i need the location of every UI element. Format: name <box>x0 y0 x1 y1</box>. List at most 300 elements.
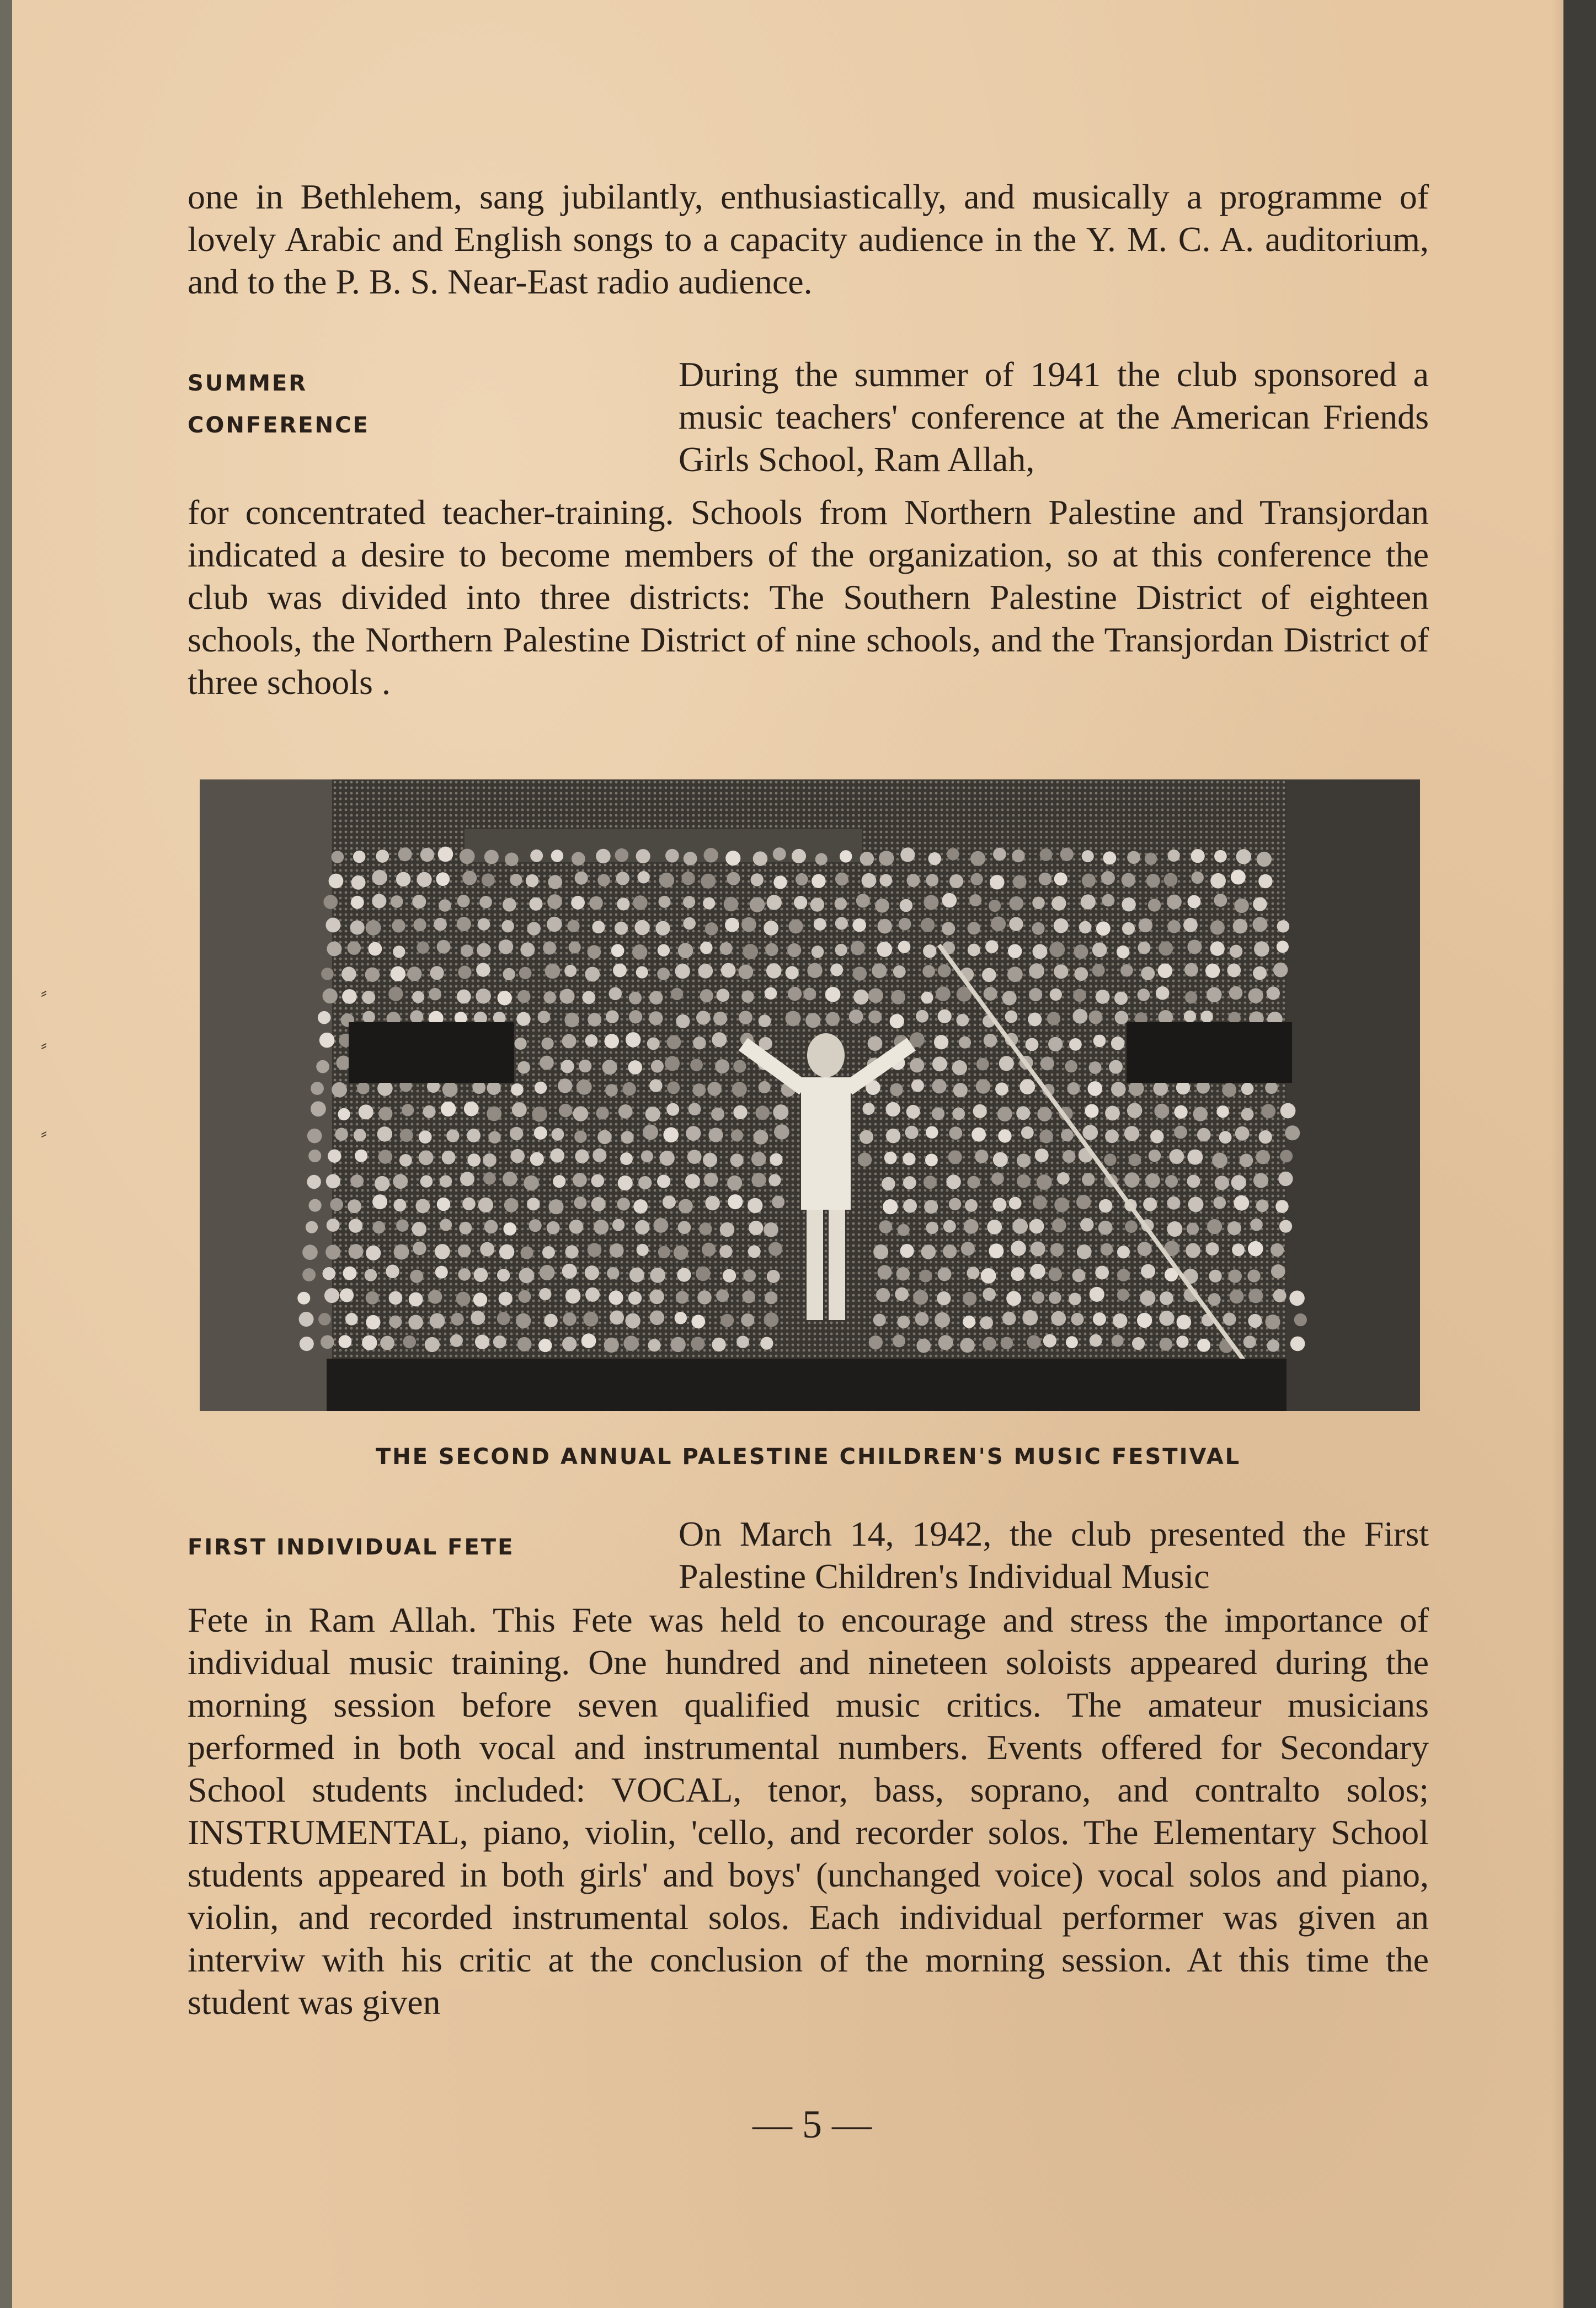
crowd-face <box>366 1315 380 1329</box>
crowd-face <box>628 1291 642 1305</box>
crowd-face <box>581 1333 596 1348</box>
crowd-face <box>1127 851 1140 864</box>
crowd-face <box>622 1082 636 1096</box>
crowd-face <box>1280 1103 1296 1119</box>
crowd-face <box>898 941 911 953</box>
crowd-face <box>1019 1079 1035 1094</box>
crowd-face <box>475 1335 489 1349</box>
crowd-face <box>712 1032 727 1047</box>
crowd-face <box>924 1200 938 1214</box>
crowd-face <box>1114 991 1128 1005</box>
crowd-face <box>436 872 450 886</box>
crowd-face <box>1222 1083 1236 1097</box>
crowd-face <box>1093 1035 1106 1048</box>
crowd-face <box>1146 874 1160 888</box>
crowd-face <box>389 1316 402 1328</box>
crowd-face <box>1032 922 1045 935</box>
crowd-face <box>659 1151 674 1166</box>
crowd-face <box>983 1337 996 1350</box>
crowd-face <box>393 1174 408 1189</box>
crowd-face <box>862 873 877 888</box>
crowd-face <box>919 1270 932 1283</box>
crowd-face <box>665 1056 680 1071</box>
crowd-face <box>517 1337 532 1351</box>
crowd-face <box>1197 1128 1211 1142</box>
crowd-face <box>1029 963 1044 979</box>
crowd-face <box>575 872 588 885</box>
crowd-face <box>991 916 1006 931</box>
crowd-face <box>943 1244 957 1258</box>
crowd-face <box>551 850 563 862</box>
crowd-face <box>339 1335 352 1348</box>
crowd-face <box>1080 1218 1094 1232</box>
crowd-face <box>739 964 754 979</box>
festival-photograph <box>200 779 1420 1411</box>
crowd-face <box>1219 1131 1232 1144</box>
crowd-face <box>700 989 713 1002</box>
crowd-face <box>1067 1082 1080 1095</box>
crowd-face <box>372 1194 387 1209</box>
crowd-face <box>893 965 906 978</box>
crowd-face <box>1253 966 1267 980</box>
crowd-face <box>759 1081 771 1093</box>
crowd-face <box>350 920 365 934</box>
crowd-face <box>1026 1038 1039 1051</box>
crowd-face <box>1215 1176 1229 1190</box>
crowd-face <box>458 1244 471 1257</box>
crowd-face <box>1117 1269 1130 1281</box>
crowd-face <box>307 1175 321 1189</box>
crowd-face <box>1028 1012 1042 1026</box>
crowd-face <box>440 1175 452 1187</box>
crowd-face <box>1002 991 1017 1005</box>
crowd-face <box>1077 1244 1092 1259</box>
crowd-face <box>932 1107 944 1120</box>
crowd-face <box>922 965 935 978</box>
crowd-face <box>306 1221 318 1233</box>
crowd-face <box>1115 1011 1129 1024</box>
crowd-face <box>773 847 786 861</box>
crowd-face <box>858 1152 872 1166</box>
crowd-face <box>503 1222 516 1236</box>
crowd-face <box>696 1267 711 1281</box>
crowd-face <box>545 964 561 979</box>
crowd-face <box>365 968 380 982</box>
crowd-face <box>359 1104 373 1119</box>
crowd-face <box>330 1198 343 1211</box>
crowd-face <box>675 1312 687 1324</box>
crowd-face <box>1050 989 1062 1001</box>
crowd-face <box>1012 850 1024 862</box>
crowd-face <box>765 1291 777 1304</box>
crowd-face <box>725 918 739 932</box>
crowd-face <box>1124 1126 1139 1141</box>
crowd-face <box>377 1081 393 1096</box>
crowd-face <box>462 1197 476 1210</box>
crowd-face <box>410 1270 423 1283</box>
right-piano <box>1127 1022 1292 1083</box>
crowd-face <box>540 1265 555 1280</box>
crowd-face <box>1271 1243 1284 1257</box>
crowd-face <box>516 1313 531 1328</box>
crowd-face <box>1009 1197 1022 1210</box>
crowd-face <box>906 1105 920 1119</box>
crowd-face <box>872 963 887 978</box>
crowd-face <box>399 1154 412 1167</box>
crowd-face <box>731 1129 743 1141</box>
crowd-face <box>764 1312 779 1327</box>
crowd-face <box>396 1219 409 1232</box>
crowd-face <box>997 1107 1012 1121</box>
crowd-face <box>368 942 382 956</box>
crowd-face <box>900 847 915 862</box>
crowd-face <box>605 1034 619 1048</box>
crowd-face <box>649 1079 663 1092</box>
crowd-face <box>860 1130 873 1144</box>
crowd-face <box>1022 1310 1038 1326</box>
crowd-face <box>413 1242 426 1255</box>
document-page <box>12 0 1563 2308</box>
crowd-face <box>1231 870 1246 885</box>
crowd-face <box>767 1270 780 1283</box>
crowd-face <box>591 1174 605 1188</box>
crowd-face <box>1232 1243 1245 1256</box>
crowd-face <box>1188 1196 1204 1212</box>
crowd-face <box>1256 1150 1270 1164</box>
crowd-face <box>604 1338 619 1353</box>
crowd-face <box>1029 1219 1044 1234</box>
crowd-face <box>900 1244 914 1258</box>
crowd-face <box>616 872 629 885</box>
crowd-face <box>1002 1312 1016 1326</box>
crowd-face <box>1248 1289 1263 1303</box>
crowd-face <box>503 968 515 980</box>
crowd-face <box>302 1268 316 1281</box>
crowd-face <box>707 1082 722 1096</box>
crowd-face <box>893 1334 905 1347</box>
crowd-face <box>1290 1337 1305 1351</box>
crowd-face <box>629 992 642 1005</box>
crowd-face <box>1063 1150 1076 1163</box>
crowd-face <box>1069 1293 1081 1306</box>
crowd-face <box>659 873 674 888</box>
crowd-face <box>938 1009 952 1023</box>
crowd-face <box>574 1196 586 1209</box>
crowd-face <box>516 1012 530 1026</box>
crowd-face <box>1096 921 1111 936</box>
crowd-face <box>999 1056 1014 1071</box>
crowd-face <box>987 1220 1002 1235</box>
crowd-face <box>765 987 777 1000</box>
crowd-face <box>587 945 601 959</box>
crowd-face <box>302 1244 318 1260</box>
crowd-face <box>530 1152 544 1166</box>
crowd-face <box>527 922 541 935</box>
crowd-face <box>659 896 671 908</box>
crowd-face <box>1167 920 1181 933</box>
crowd-face <box>1187 895 1200 909</box>
crowd-face <box>1140 1290 1155 1306</box>
crowd-face <box>835 897 847 910</box>
crowd-face <box>389 1291 403 1305</box>
crowd-face <box>1145 853 1157 865</box>
crowd-face <box>517 1061 530 1074</box>
crowd-face <box>467 1129 481 1142</box>
crowd-face <box>676 1291 688 1303</box>
crowd-face <box>720 1314 734 1327</box>
crowd-face <box>635 1220 649 1235</box>
crowd-face <box>407 966 421 981</box>
crowd-face <box>637 1244 649 1256</box>
crowd-face <box>1235 1126 1250 1141</box>
crowd-face <box>687 1150 702 1164</box>
crowd-face <box>1273 1289 1287 1302</box>
crowd-face <box>690 1059 703 1071</box>
crowd-face <box>341 966 356 981</box>
crowd-face <box>462 871 477 885</box>
crowd-face <box>1060 848 1074 861</box>
crowd-face <box>733 1060 746 1072</box>
crowd-face <box>862 1103 874 1115</box>
crowd-face <box>713 1012 727 1025</box>
crowd-face <box>989 900 1001 912</box>
crowd-face <box>1081 894 1096 909</box>
crowd-face <box>667 1035 681 1050</box>
crowd-face <box>482 873 495 886</box>
crowd-face <box>543 941 556 954</box>
crowd-face <box>326 1174 340 1188</box>
crowd-face <box>524 1176 539 1191</box>
crowd-face <box>728 1194 743 1209</box>
crowd-face <box>932 1079 946 1093</box>
crowd-face <box>655 921 670 936</box>
crowd-face <box>796 873 808 886</box>
first-fete-paragraph: Fete in Ram Allah. This Fete was held to encourage and stress the importance of individual music training. One hundred and nineteen soloists appeared during the morning session before seven qualified music critics. The amateur musicians performed in both vocal and instrumental numbers. Events offered for Secondary School students included: VOCAL, tenor, bass, soprano, and contralto solos; INSTRUMENTAL, piano, violin, 'cello, and recorder solos. The Elementary School students appeared in both girls' and boys' (unchanged voice) vocal solos and piano, violin, and recorded instrumental solos. Each individual performer was given an interviw with his critic at the conclusion of the morning session. At this time the student was given <box>188 1600 1429 2022</box>
crowd-face <box>1113 1313 1128 1328</box>
crowd-face <box>430 966 444 980</box>
crowd-face <box>949 1126 963 1140</box>
crowd-face <box>921 992 933 1004</box>
crowd-face <box>900 899 912 912</box>
crowd-face <box>510 1149 525 1163</box>
crowd-face <box>1193 1107 1208 1121</box>
crowd-face <box>926 1222 938 1235</box>
crowd-face <box>573 1106 589 1121</box>
crowd-face <box>970 851 985 866</box>
crowd-face <box>938 1267 952 1281</box>
crowd-face <box>571 896 585 910</box>
binding-mark-top: ⸗ <box>41 982 47 1003</box>
crowd-face <box>976 1079 991 1094</box>
crowd-face <box>1085 1104 1098 1118</box>
crowd-face <box>1200 1011 1213 1023</box>
crowd-face <box>439 899 451 912</box>
crowd-face <box>457 895 470 907</box>
crowd-face <box>1159 1311 1174 1326</box>
crowd-face <box>683 896 695 908</box>
crowd-face <box>1137 1313 1152 1328</box>
crowd-face <box>460 849 475 864</box>
crowd-face <box>700 942 713 954</box>
crowd-face <box>1241 1108 1254 1121</box>
crowd-face <box>703 848 718 862</box>
crowd-face <box>1101 1243 1113 1256</box>
crowd-face <box>991 1172 1004 1185</box>
crowd-face <box>562 1337 577 1351</box>
crowd-face <box>1230 945 1243 958</box>
crowd-face <box>1109 1060 1123 1074</box>
crowd-face <box>703 897 715 909</box>
crowd-face <box>1082 874 1096 888</box>
crowd-face <box>1032 896 1045 909</box>
crowd-face <box>768 1242 782 1256</box>
crowd-face <box>743 1269 756 1282</box>
crowd-face <box>877 942 892 957</box>
crowd-face <box>542 1246 555 1259</box>
crowd-face <box>785 1011 800 1027</box>
crowd-face <box>327 1219 340 1232</box>
crowd-face <box>727 1176 742 1190</box>
crowd-face <box>879 874 892 886</box>
crowd-face <box>412 991 424 1003</box>
crowd-face <box>1280 1150 1293 1162</box>
crowd-face <box>973 1104 987 1118</box>
crowd-face <box>345 1313 358 1326</box>
crowd-face <box>417 872 431 887</box>
crowd-face <box>417 941 429 954</box>
crowd-face <box>723 1269 736 1282</box>
crowd-face <box>498 991 512 1005</box>
crowd-face <box>947 848 959 860</box>
crowd-face <box>1240 1153 1253 1167</box>
crowd-face <box>753 851 767 866</box>
crowd-face <box>547 894 562 909</box>
crowd-face <box>873 1244 888 1259</box>
front-seats <box>327 1359 1287 1411</box>
crowd-face <box>915 1312 929 1326</box>
crowd-face <box>868 988 883 1003</box>
crowd-face <box>980 1316 993 1329</box>
crowd-face <box>559 989 574 1003</box>
crowd-face <box>353 851 365 863</box>
crowd-face <box>1160 1291 1173 1305</box>
crowd-face <box>983 1287 996 1301</box>
crowd-face <box>419 1130 432 1144</box>
crowd-face <box>548 1199 563 1214</box>
crowd-face <box>1185 991 1198 1004</box>
crowd-face <box>1007 966 1023 982</box>
crowd-face <box>1112 1335 1124 1347</box>
crowd-face <box>959 1037 971 1049</box>
crowd-face <box>1054 918 1069 933</box>
crowd-face <box>663 1195 676 1209</box>
crowd-face <box>348 1199 361 1213</box>
crowd-face <box>754 1130 768 1145</box>
crowd-face <box>585 967 600 982</box>
crowd-face <box>873 1313 886 1326</box>
crowd-face <box>457 917 471 931</box>
crowd-face <box>583 1312 598 1327</box>
crowd-face <box>543 991 556 1004</box>
crowd-face <box>643 1125 658 1140</box>
crowd-face <box>325 1244 340 1259</box>
crowd-face <box>1040 1056 1054 1070</box>
crowd-face <box>471 1311 485 1325</box>
crowd-face <box>698 964 713 979</box>
crowd-face <box>675 964 690 979</box>
crowd-face <box>473 1292 487 1306</box>
crowd-face <box>992 1198 1006 1211</box>
crowd-face <box>906 874 920 887</box>
crowd-face <box>946 1174 960 1189</box>
crowd-face <box>1149 1150 1161 1162</box>
crowd-face <box>1265 1315 1280 1329</box>
crowd-face <box>751 1173 766 1187</box>
crowd-face <box>539 1288 551 1300</box>
crowd-face <box>1191 849 1205 863</box>
crowd-face <box>503 898 516 912</box>
crowd-face <box>1265 1081 1278 1094</box>
crowd-face <box>1104 1153 1116 1166</box>
crowd-face <box>1156 986 1170 1000</box>
crowd-face <box>708 1128 723 1142</box>
crowd-face <box>949 874 963 888</box>
crowd-face <box>681 872 695 885</box>
crowd-face <box>1167 1196 1180 1210</box>
crowd-face <box>1050 1243 1064 1256</box>
crowd-face <box>765 943 778 956</box>
crowd-face <box>484 1220 498 1233</box>
crowd-face <box>1111 1082 1126 1097</box>
crowd-face <box>351 875 366 890</box>
crowd-face <box>559 1104 572 1117</box>
crowd-face <box>716 1289 729 1302</box>
crowd-face <box>921 1244 936 1259</box>
crowd-face <box>665 849 679 863</box>
crowd-face <box>981 1268 996 1284</box>
crowd-face <box>717 989 730 1002</box>
crowd-face <box>309 1199 322 1212</box>
crowd-face <box>936 986 951 1001</box>
crowd-face <box>1210 920 1225 934</box>
crowd-face <box>875 899 889 913</box>
crowd-face <box>461 944 473 957</box>
crowd-face <box>1214 894 1227 907</box>
crowd-face <box>349 1219 362 1232</box>
crowd-face <box>1254 941 1269 957</box>
crowd-face <box>1047 1012 1060 1025</box>
crowd-face <box>751 1152 766 1166</box>
crowd-face <box>342 989 357 1004</box>
crowd-face <box>636 849 650 863</box>
crowd-face <box>1052 1219 1066 1233</box>
crowd-face <box>605 1084 618 1097</box>
crowd-face <box>1017 1153 1031 1167</box>
crowd-face <box>585 1287 600 1302</box>
crowd-face <box>649 1290 664 1305</box>
crowd-face <box>935 1312 950 1328</box>
crowd-face <box>450 1334 463 1347</box>
crowd-face <box>1154 1104 1169 1119</box>
crowd-face <box>1167 1221 1182 1237</box>
crowd-face <box>483 1153 496 1167</box>
crowd-face <box>365 1269 377 1281</box>
crowd-face <box>984 1034 997 1047</box>
crowd-face <box>323 1267 336 1280</box>
crowd-face <box>597 874 610 886</box>
crowd-face <box>1243 1335 1256 1348</box>
crowd-face <box>1138 1242 1152 1256</box>
